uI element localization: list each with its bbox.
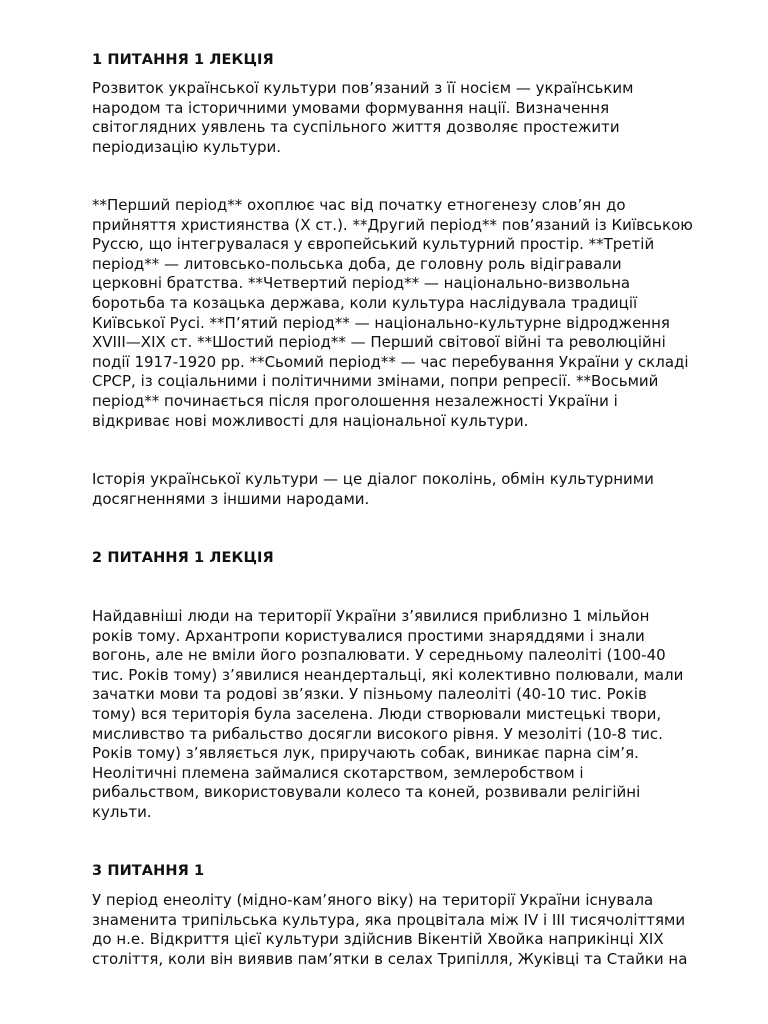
paragraph-1-intro: Розвиток української культури пов’язаний з її носієм — українським народом та історичними умовами формування нації. Визначення світоглядних уявлень та суспільного життя дозволяє простежити періодизацію культури. [92, 79, 634, 156]
paragraph-1-periods: **Перший період** охоплює час від початку етногенезу слов’ян до прийняття християнства (X ст.). **Другий період** пов’язаний із Київською Руссю, що інтегрувалася у європейський культурний простір. **Третій період** — литовсько-польська доба, де головну роль відігравали церковні братства. **Четвертий період** — національно-визвольна боротьба та козацька держава, коли культура наслідувала традиції Київської Русі. **П’ятий період** — національно-культурне відродження XVIII—XIX ст. **Шостий період** — Перший світової війні та революційні події 1917-1920 рр. **Сьомий період** — час перебування України у складі СРСР, із соціальними і політичними змінами, попри репресії. **Восьмий період** починається після проголошення незалежності України і відкриває нові можливості для національної культури. [92, 196, 693, 430]
paragraph-3-trypillia: У період енеоліту (мідно-кам’яного віку) на території України існувала знаменита трипільська культура, яка процвітала між IV і III тисячоліттями до н.е. Відкриття цієї культури здійснив Вікентій Хвойка наприкінці XIX століття, коли він виявив пам’ятки в селах Трипілля, Жуківці та Стайки на [92, 891, 688, 968]
section-heading-1: 1 ПИТАННЯ 1 ЛЕКЦІЯ [92, 52, 274, 68]
paragraph-2-prehistory: Найдавніші люди на території України з’явилися приблизно 1 мільйон років тому. Архантропи користувалися простими знаряддями і знали вогонь, але не вміли його розпалювати. У середньому палеоліті (100-40 тис. Років тому) з’явилися неандертальці, які колективно полювали, мали зачатки мови та родові зв’язки. У пізньому палеоліті (40-10 тис. Років тому) вся територія була заселена. Люди створювали мистецькі твори, мисливство та рибальство досягли високого рівня. У мезоліті (10-8 тис. Років тому) з’являється лук, приручають собак, виникає парна сім’я. Неолітичні племена займалися скотарством, землеробством і рибальством, використовували колесо та коней, розвивали релігійні культи. [92, 607, 684, 821]
section-heading-3: 3 ПИТАННЯ 1 [92, 863, 205, 879]
section-heading-2: 2 ПИТАННЯ 1 ЛЕКЦІЯ [92, 550, 274, 566]
paragraph-1-dialog: Історія української культури — це діалог поколінь, обмін культурними досягненнями з іншими народами. [92, 470, 654, 508]
